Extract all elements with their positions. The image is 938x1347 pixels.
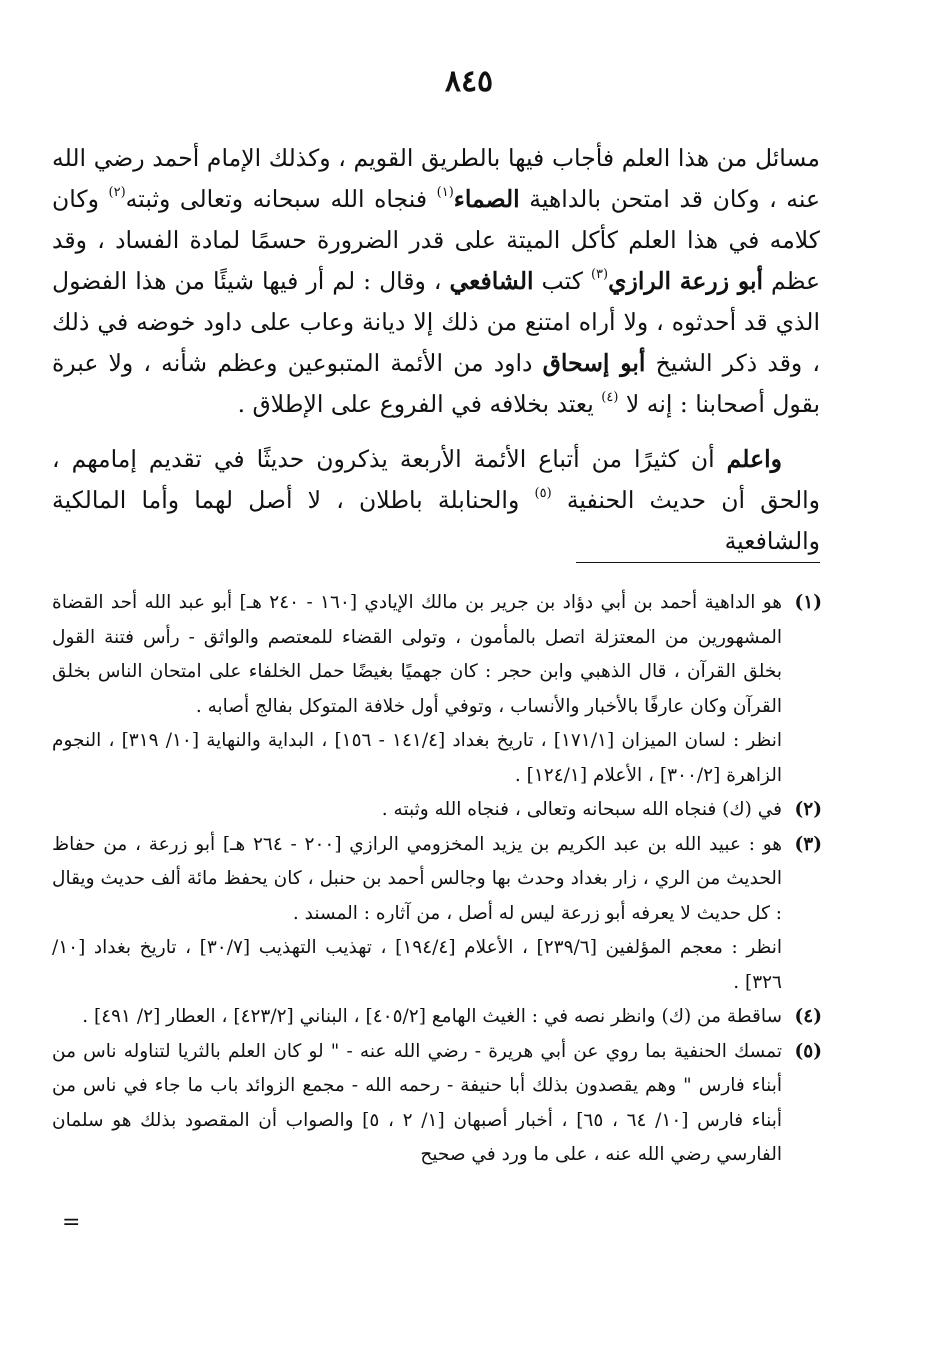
footnote-number: (٣)	[794, 833, 822, 855]
paragraph-1	[52, 138, 820, 425]
footnote-number: (٥)	[794, 1040, 822, 1062]
text-run: كتب	[533, 267, 591, 295]
text-run: داود من الأئمة المتبوعين وعظم شأنه ، ولا عبرة بقول أصحابنا : إنه لا	[52, 349, 820, 418]
footnote-ref: (٣)	[590, 267, 609, 282]
footnote-text: تمسك الحنفية بما روي عن أبي هريرة - رضي الله عنه - " لو كان العلم بالثريا لتناوله ناس من أبناء فارس " وهم يقصدون بذلك أبا حنيفة - رحمه الله - مجمع الزوائد باب ما جاء في ناس من أبناء فارس [١٠/ ٦٤ ، ٦٥] ، أخبار أصبهان [١/ ٢ ، ٥] والصواب أن المقصود بذلك هو سلمان الفارسي رضي الله عنه ، على ما ورد في صحيح	[52, 1040, 783, 1165]
footnote-body	[52, 1035, 782, 1173]
bold-term: أبو زرعة الرازي	[608, 267, 764, 295]
bold-term: واعلم	[726, 445, 782, 473]
footnote-2	[52, 793, 822, 828]
bold-term: الشافعي	[449, 267, 534, 295]
text-run: ، وقال : لم أر فيها شيئًا من هذا الفضول الذي قد أحدثوه ، ولا أراه امتنع من ذلك إلا ديانة وعاب على داود خوضه في ذلك ، وقد ذكر الشيخ	[52, 267, 820, 377]
footnote-number: (١)	[794, 592, 822, 613]
bold-term: الصماء	[453, 185, 520, 213]
paragraph-2	[52, 439, 820, 562]
footnote-text: في (ك) فنجاه الله سبحانه وتعالى ، فنجاه الله وثبته .	[381, 799, 782, 820]
text-run: والحنابلة باطلان ، لا أصل لهما وأما المالكية والشافعية	[52, 486, 820, 555]
footnote-3	[52, 828, 822, 1001]
footnote-5	[52, 1035, 822, 1173]
main-text	[52, 138, 820, 562]
footnote-4	[52, 1000, 822, 1035]
page-number: ٨٤٥	[444, 64, 494, 99]
text-run: أن كثيرًا من أتباع الأئمة الأربعة يذكرون حديثًا في تقديم إمامهم ، والحق أن حديث الحنفية	[52, 445, 821, 514]
text-run: وكان كلامه في هذا العلم كأكل الميتة على قدر الضرورة حسمًا لمادة الفساد ، وقد عظم	[52, 185, 820, 295]
footnote-ref: (٥)	[534, 486, 552, 501]
footnotes	[52, 586, 822, 1173]
footnote-ref: (١)	[436, 185, 454, 200]
footnote-text: هو الداهية أحمد بن أبي دؤاد بن جرير بن مالك الإيادي [١٦٠ - ٢٤٠ هـ] أبو عبد الله أحد القضاة المشهورين من المعتزلة اتصل بالمأمون ، وتولى القضاء للمعتصم والواثق - رأس فتنة القول بخلق القرآن ، قال الذهبي وابن حجر : كان جهميًا بغيضًا حمل الخلفاء على امتحان الناس بخلق القرآن وكان عارفًا بالأخبار والأنساب ، وتوفي أول خلافة المتوكل بفالج أصابه .	[52, 592, 783, 717]
footnote-text: ساقطة من (ك) وانظر نصه في : الغيث الهامع [٤٠٥/٢] ، البناني [٤٢٣/٢] ، العطار [٢/ ٤٩١] .	[82, 1006, 782, 1027]
footnote-body	[52, 828, 782, 1001]
footnote-number: (٤)	[794, 1006, 822, 1027]
footnote-ref: (٢)	[108, 185, 126, 200]
bold-term: أبو إسحاق	[542, 349, 646, 377]
footnote-body	[52, 586, 782, 793]
footnote-1	[52, 586, 822, 793]
footnote-ref: (٤)	[601, 390, 619, 405]
footnote-number: (٢)	[794, 799, 822, 820]
footnote-body	[52, 793, 782, 828]
footnote-text: هو : عبيد الله بن عبد الكريم بن يزيد المخزومي الرازي [٢٠٠ - ٢٦٤ هـ] أبو زرعة ، من حفاظ الحديث من الري ، زار بغداد وحدث بها وجالس أحمد بن حنبل ، كان يحفظ مائة ألف حديث ويقال : كل حديث لا يعرفه أبو زرعة ليس له أصل ، من آثاره : المسند .	[52, 833, 783, 924]
text-run: يعتد بخلافه في الفروع على الإطلاق .	[237, 390, 602, 418]
footnote-body	[52, 1000, 782, 1035]
footnote-reference-list: انظر : معجم المؤلفين [٢٣٩/٦] ، الأعلام [١٩٤/٤] ، تهذيب التهذيب [٣٠/٧] ، تاريخ بغداد [١٠/ ٣٢٦] .	[52, 937, 782, 993]
footnote-reference-list: انظر : لسان الميزان [١٧١/١] ، تاريخ بغداد [١٤١/٤ - ١٥٦] ، البداية والنهاية [١٠/ ٣١٩] ، النجوم الزاهرة [٣٠٠/٢] ، الأعلام [١٢٤/١] .	[52, 730, 783, 786]
text-run: فنجاه الله سبحانه وتعالى وثبته	[125, 185, 437, 213]
footnote-separator	[576, 562, 820, 563]
text-run: مسائل من هذا العلم فأجاب فيها بالطريق القويم ، وكذلك الإمام أحمد رضي الله عنه ، وكان قد امتحن بالداهية	[52, 144, 820, 213]
continuation-mark: =	[62, 1210, 81, 1235]
